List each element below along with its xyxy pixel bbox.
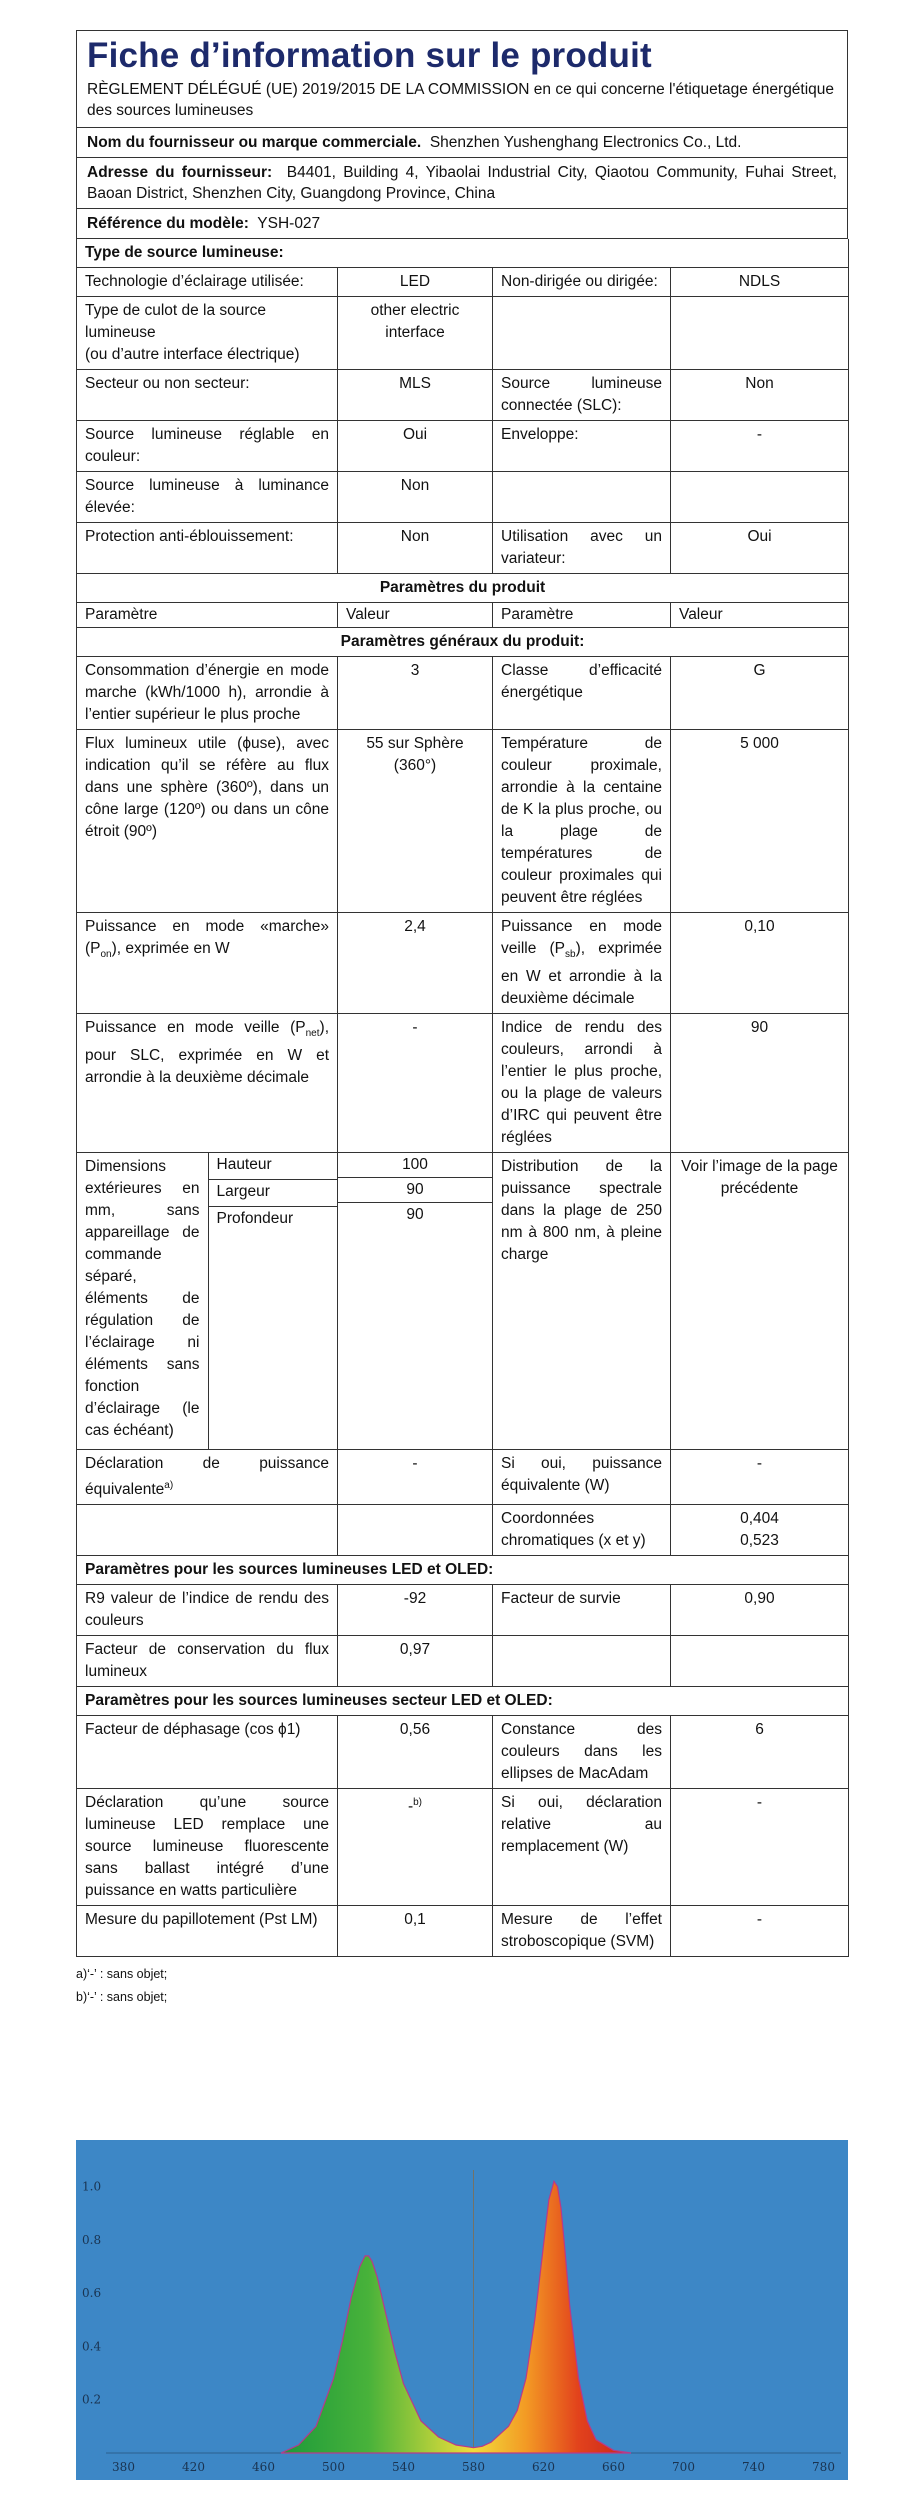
survival-factor-label: Facteur de survie xyxy=(493,1585,671,1636)
equivalent-watts-label: Si oui, puissance équivalente (W) xyxy=(493,1450,671,1505)
table-row xyxy=(77,297,849,370)
technology-value: LED xyxy=(338,268,493,297)
height-value: 100 xyxy=(338,1153,492,1178)
x-tick-label: 620 xyxy=(532,2460,555,2474)
spectral-distribution-label: Distribution de la puissance spectrale dans la plage de 250 nm à 800 nm, à pleine charge xyxy=(493,1153,671,1450)
equivalent-power-sup: a) xyxy=(164,1480,174,1492)
dimensions-label: Dimensions extérieures en mm, sans appareillage de commande séparé, éléments de régulation de l’éclairage ni éléments sans fonction d’éclairage (le cas échéant) xyxy=(77,1153,208,1449)
replacement-watts-label: Si oui, déclaration relative au remplacement (W) xyxy=(493,1789,671,1906)
standby-power-value: 0,10 xyxy=(671,913,849,1014)
x-tick-label: 500 xyxy=(322,2460,345,2474)
chromaticity-y: 0,523 xyxy=(740,1532,779,1550)
table-row xyxy=(77,1585,849,1636)
table-row xyxy=(77,421,849,472)
spectral-distribution-value: Voir l’image de la page précédente xyxy=(671,1153,849,1450)
mains-value: MLS xyxy=(338,370,493,421)
displacement-factor-label: Facteur de déphasage (cos ϕ1) xyxy=(77,1716,338,1789)
depth-value: 90 xyxy=(406,1206,424,1224)
lumen-maintenance-label: Facteur de conservation du flux lumineux xyxy=(77,1636,338,1687)
on-mode-power-value: 2,4 xyxy=(338,913,493,1014)
empty-cell xyxy=(77,1505,338,1556)
high-luminance-label: Source lumineuse à luminance élevée: xyxy=(77,472,338,523)
x-tick-label: 780 xyxy=(812,2460,835,2474)
table-row xyxy=(77,657,849,730)
networked-standby-sub: net xyxy=(305,1028,320,1040)
table-row xyxy=(77,730,849,913)
mains-label: Secteur ou non secteur: xyxy=(77,370,338,421)
column-header-row xyxy=(77,603,849,628)
table-row xyxy=(77,1906,849,1957)
x-tick-label: 700 xyxy=(672,2460,695,2474)
y-tick-label: 0.4 xyxy=(82,2339,102,2354)
flicker-label: Mesure du papillotement (Pst LM) xyxy=(77,1906,338,1957)
flicker-value: 0,1 xyxy=(338,1906,493,1957)
energy-consumption-label: Consommation d’énergie en mode marche (kWh/1000 h), arrondie à l’entier supérieur le plus proche xyxy=(77,657,338,730)
y-tick-label: 0.2 xyxy=(82,2392,102,2407)
footnotes xyxy=(76,1963,848,2009)
led-replacement-sup: b) xyxy=(413,1797,423,1809)
led-parameters-heading: Paramètres pour les sources lumineuses LED et OLED: xyxy=(77,1556,849,1585)
width-label: Largeur xyxy=(208,1180,338,1207)
cri-value: 90 xyxy=(671,1014,849,1153)
table-row xyxy=(77,472,849,523)
energy-class-label: Classe d’efficacité énergétique xyxy=(493,657,671,730)
chart-background xyxy=(76,2140,848,2480)
r9-label: R9 valeur de l’indice de rendu des couleurs xyxy=(77,1585,338,1636)
colour-tunable-label: Source lumineuse réglable en couleur: xyxy=(77,421,338,472)
displacement-factor-value: 0,56 xyxy=(338,1716,493,1789)
table-row xyxy=(77,1789,849,1906)
equivalent-watts-value: - xyxy=(671,1450,849,1505)
col-param-header: Paramètre xyxy=(77,603,338,628)
cap-type-label-line2: (ou d’autre interface électrique) xyxy=(85,346,300,363)
survival-factor-value: 0,90 xyxy=(671,1585,849,1636)
product-information-sheet xyxy=(76,30,848,2009)
x-tick-label: 540 xyxy=(392,2460,415,2474)
directional-label: Non-dirigée ou dirigée: xyxy=(493,268,671,297)
table-row xyxy=(77,1014,849,1153)
empty-cell xyxy=(493,1636,671,1687)
standby-power-label xyxy=(493,913,671,1014)
x-tick-label: 380 xyxy=(112,2460,135,2474)
supplier-name-value: Shenzhen Yushenghang Electronics Co., Ltd. xyxy=(429,134,742,151)
footnote-b: b)‘-’ : sans objet; xyxy=(76,1990,168,2005)
connected-value: Non xyxy=(671,370,849,421)
x-tick-label: 420 xyxy=(182,2460,205,2474)
product-parameters-table xyxy=(76,239,849,1957)
cap-type-label xyxy=(77,297,338,370)
cap-type-value: other electric interface xyxy=(338,297,493,370)
anti-glare-label: Protection anti-éblouissement: xyxy=(77,523,338,574)
x-tick-label: 460 xyxy=(252,2460,275,2474)
stroboscopic-value: - xyxy=(671,1906,849,1957)
table-row xyxy=(77,913,849,1014)
product-parameters-heading: Paramètres du produit xyxy=(77,574,849,603)
table-row xyxy=(77,1636,849,1687)
source-type-heading: Type de source lumineuse: xyxy=(77,239,849,268)
high-luminance-value: Non xyxy=(338,472,493,523)
replacement-watts-value: - xyxy=(671,1789,849,1906)
led-replacement-label: Déclaration qu’une source lumineuse LED remplace une source lumineuse fluorescente sans ballast intégré d’une puissance en watts particulière xyxy=(77,1789,338,1906)
technology-label: Technologie d’éclairage utilisée: xyxy=(77,268,338,297)
x-tick-label: 660 xyxy=(602,2460,625,2474)
networked-standby-value: - xyxy=(338,1014,493,1153)
colour-consistency-value: 6 xyxy=(671,1716,849,1789)
y-tick-label: 1.0 xyxy=(82,2179,102,2194)
stroboscopic-label: Mesure de l’effet stroboscopique (SVM) xyxy=(493,1906,671,1957)
model-reference-label: Référence du modèle: xyxy=(87,215,249,232)
envelope-value: - xyxy=(671,421,849,472)
table-row xyxy=(77,1450,849,1505)
table-row xyxy=(77,370,849,421)
supplier-address-row xyxy=(76,158,848,209)
footnote-a: a)‘-’ : sans objet; xyxy=(76,1967,168,1982)
table-row xyxy=(77,1153,849,1450)
chromaticity-x: 0,404 xyxy=(740,1510,779,1528)
regulation-text: RÈGLEMENT DÉLÉGUÉ (UE) 2019/2015 DE LA COMMISSION en ce qui concerne l'étiquetage énergétique des sources lumineuses xyxy=(87,81,835,119)
standby-power-text: Puissance en mode veille (P xyxy=(501,918,662,957)
envelope-label: Enveloppe: xyxy=(493,421,671,472)
colour-tunable-value: Oui xyxy=(338,421,493,472)
table-row xyxy=(77,1716,849,1789)
networked-standby-label xyxy=(77,1014,338,1153)
empty-cell xyxy=(493,297,671,370)
cct-value: 5 000 xyxy=(671,730,849,913)
empty-cell xyxy=(671,472,849,523)
cri-label: Indice de rendu des couleurs, arrondi à l’entier le plus proche, ou la plage de valeurs d’IRC qui peuvent être réglées xyxy=(493,1014,671,1153)
col-param-header: Paramètre xyxy=(493,603,671,628)
dimensions-subtable xyxy=(77,1153,338,1449)
x-tick-label: 580 xyxy=(462,2460,485,2474)
supplier-address-label: Adresse du fournisseur: xyxy=(87,164,273,181)
table-row xyxy=(77,523,849,574)
equivalent-power-text: Déclaration de puissance équivalente xyxy=(85,1455,329,1499)
chromaticity-label: Coordonnées chromatiques (x et y) xyxy=(493,1505,671,1556)
useful-flux-label: Flux lumineux utile (ϕuse), avec indication qu’il se réfère au flux dans une sphère (360º), dans un cône large (120º) ou dans un cône étroit (90º) xyxy=(77,730,338,913)
page-title: Fiche d’information sur le produit xyxy=(87,36,652,75)
col-value-header: Valeur xyxy=(338,603,493,628)
chromaticity-value xyxy=(671,1505,849,1556)
model-reference-value: YSH-027 xyxy=(257,215,321,232)
cap-type-label-line1: Type de culot de la source lumineuse xyxy=(85,302,266,341)
model-reference-row xyxy=(76,209,848,239)
dimensions-cell xyxy=(77,1153,338,1450)
cct-label: Température de couleur proximale, arrondie à la centaine de K la plus proche, ou la plage de températures de couleur proximales qui peuvent être réglées xyxy=(493,730,671,913)
equivalent-power-label xyxy=(77,1450,338,1505)
on-mode-power-label xyxy=(77,913,338,1014)
height-label: Hauteur xyxy=(208,1153,338,1179)
col-value-header: Valeur xyxy=(671,603,849,628)
supplier-name-row xyxy=(76,128,848,158)
table-row xyxy=(77,1505,849,1556)
depth-label: Profondeur xyxy=(216,1210,294,1228)
y-tick-label: 0.6 xyxy=(82,2286,102,2301)
mains-led-parameters-heading: Paramètres pour les sources lumineuses secteur LED et OLED: xyxy=(77,1687,849,1716)
r9-value: -92 xyxy=(338,1585,493,1636)
empty-cell xyxy=(671,297,849,370)
on-mode-power-sub: on xyxy=(100,949,112,961)
anti-glare-value: Non xyxy=(338,523,493,574)
led-replacement-value xyxy=(338,1789,493,1906)
supplier-name-label: Nom du fournisseur ou marque commerciale. xyxy=(87,134,422,151)
width-value: 90 xyxy=(338,1178,492,1203)
networked-standby-text-end: ), pour SLC, exprimée en W et arrondie à la deuxième décimale xyxy=(85,1019,329,1087)
networked-standby-text: Puissance en mode veille (P xyxy=(85,1019,306,1037)
supplier-address-value: B4401, Building 4, Yibaolai Industrial City, Qiaotou Community, Fuhai Street, Baoan District, Shenzhen City, Guangdong Province, China xyxy=(87,164,837,202)
dimmer-value: Oui xyxy=(671,523,849,574)
energy-class-value: G xyxy=(671,657,849,730)
useful-flux-value: 55 sur Sphère (360°) xyxy=(338,730,493,913)
table-row xyxy=(77,268,849,297)
lumen-maintenance-value: 0,97 xyxy=(338,1636,493,1687)
empty-cell xyxy=(671,1636,849,1687)
colour-consistency-label: Constance des couleurs dans les ellipses de MacAdam xyxy=(493,1716,671,1789)
on-mode-power-text-end: ), exprimée en W xyxy=(111,940,230,957)
x-tick-label: 740 xyxy=(742,2460,765,2474)
standby-power-text-end: ), exprimée en W et arrondie à la deuxième décimale xyxy=(501,940,662,1008)
energy-consumption-value: 3 xyxy=(338,657,493,730)
dimmer-label: Utilisation avec un variateur: xyxy=(493,523,671,574)
equivalent-power-value: - xyxy=(338,1450,493,1505)
spectral-distribution-chart xyxy=(76,2140,848,2480)
standby-power-sub: sb xyxy=(565,949,576,961)
connected-label: Source lumineuse connectée (SLC): xyxy=(493,370,671,421)
header-block xyxy=(76,30,848,128)
led-replacement-dash: - xyxy=(407,1798,414,1816)
on-mode-power-text: Puissance en mode «marche» (P xyxy=(85,918,329,957)
y-tick-label: 0.8 xyxy=(82,2232,102,2247)
empty-cell xyxy=(338,1505,493,1556)
general-parameters-heading: Paramètres généraux du produit: xyxy=(77,628,849,657)
dimensions-values-cell xyxy=(338,1153,493,1450)
directional-value: NDLS xyxy=(671,268,849,297)
empty-cell xyxy=(493,472,671,523)
